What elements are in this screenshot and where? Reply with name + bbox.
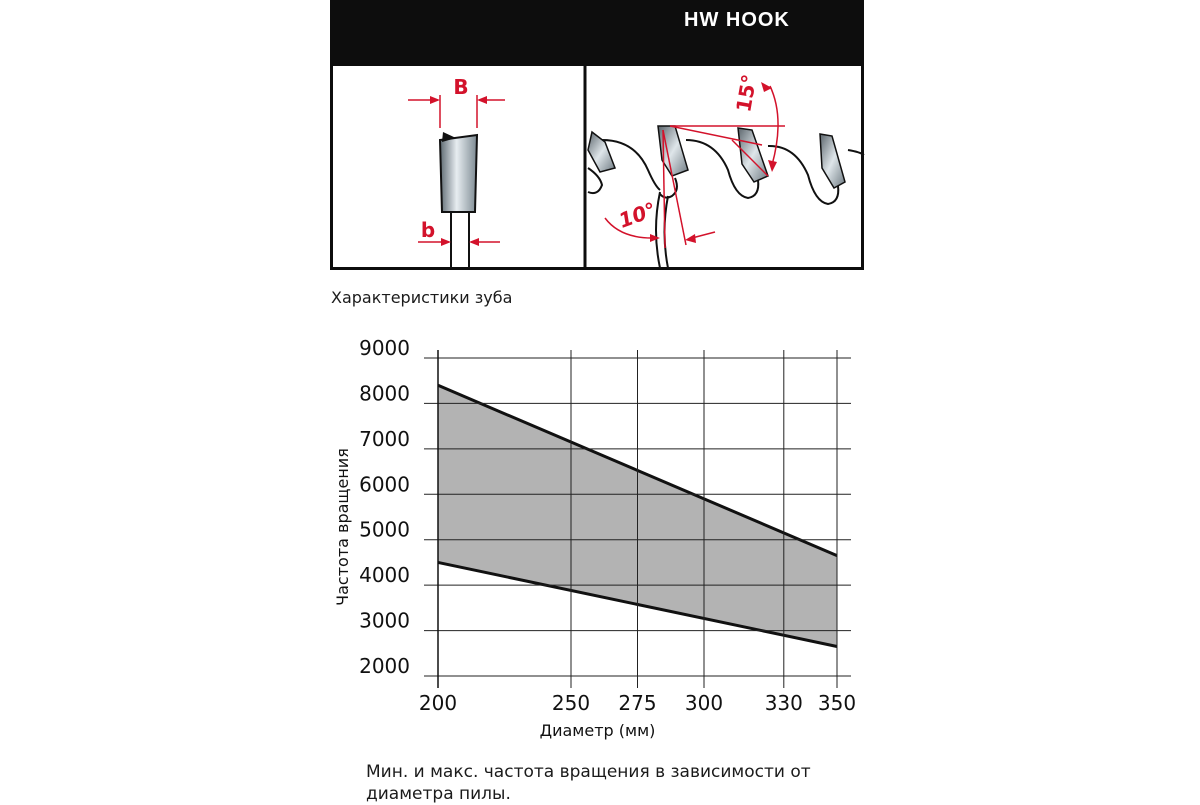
- y-tick-3000: 3000: [359, 608, 410, 633]
- x-axis-label: Диаметр (мм): [539, 721, 656, 740]
- y-tick-4000: 4000: [359, 563, 410, 588]
- tooth-cross-section: [408, 75, 505, 268]
- label-10deg: 10°: [615, 197, 660, 233]
- y-tick-9000: 9000: [359, 336, 410, 360]
- x-tick-250: 250: [551, 691, 591, 715]
- x-tick-330: 330: [764, 691, 803, 715]
- label-b: b: [420, 218, 436, 242]
- x-tick-200: 200: [418, 691, 458, 715]
- y-axis-label: Частота вращения: [333, 448, 352, 606]
- x-tick-350: 350: [817, 691, 857, 715]
- y-tick-7000: 7000: [359, 426, 410, 451]
- blade-profile: [588, 72, 864, 268]
- tooth-1: [588, 132, 615, 172]
- rpm-chart: [320, 336, 880, 750]
- label-B: B: [453, 75, 469, 99]
- x-tick-300: 300: [684, 691, 724, 715]
- y-tick-5000: 5000: [359, 517, 410, 542]
- chart-caption: Мин. и макс. частота вращения в зависимости от диаметра пилы.: [366, 762, 811, 804]
- label-15deg: 15°: [731, 72, 762, 114]
- tooth-3: [738, 128, 768, 182]
- tooth-diagram: [330, 0, 864, 270]
- tooth-tip: [440, 135, 477, 212]
- x-tick-275: 275: [618, 691, 657, 715]
- tooth-4: [820, 134, 845, 188]
- y-tick-2000: 2000: [359, 654, 410, 678]
- y-tick-8000: 8000: [359, 381, 410, 406]
- header-title: HW HOOK: [684, 9, 790, 31]
- y-tick-6000: 6000: [359, 472, 410, 497]
- tooth-caption: Характеристики зуба: [331, 288, 513, 307]
